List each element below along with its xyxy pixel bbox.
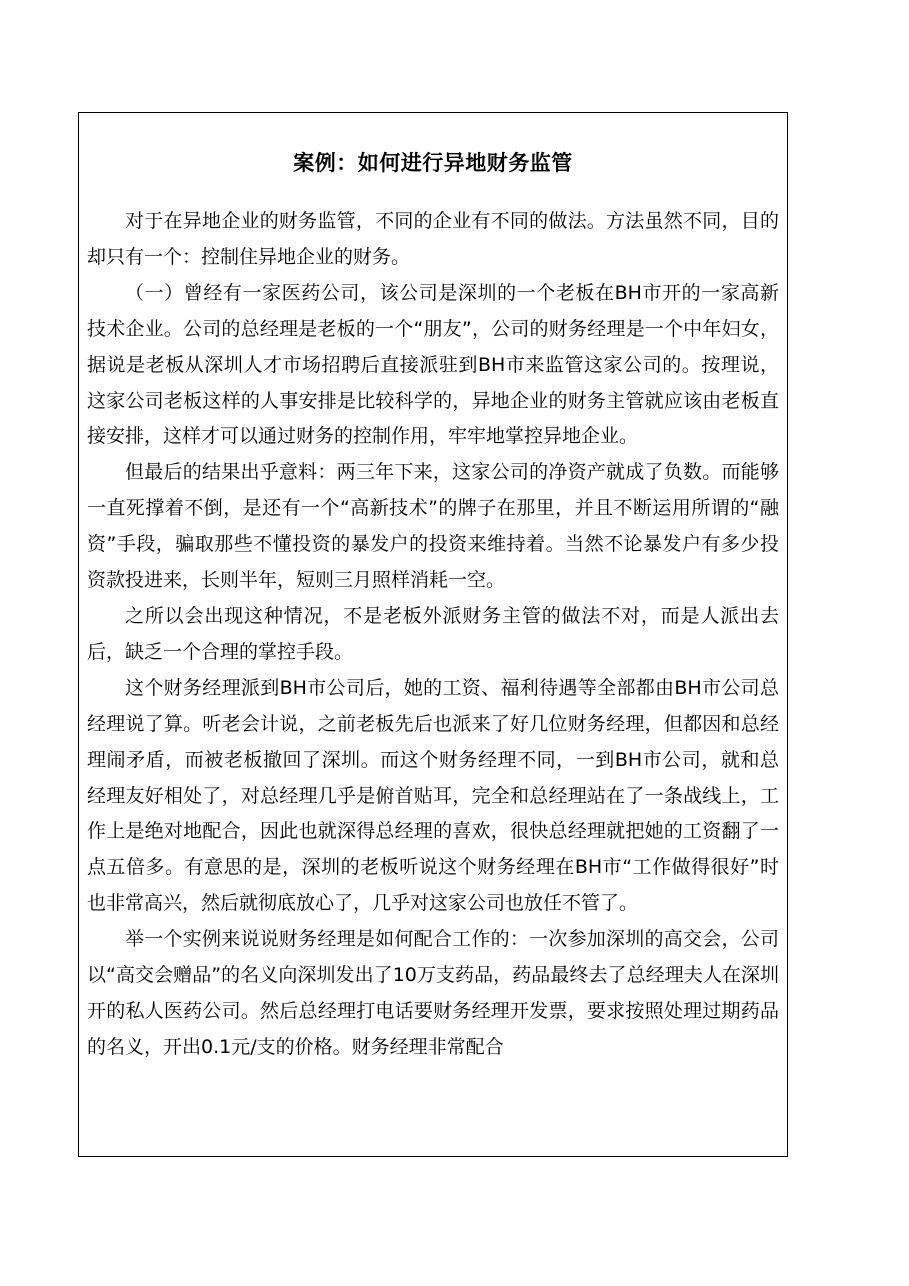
paragraph-intro: 对于在异地企业的财务监管，不同的企业有不同的做法。方法虽然不同，目的却只有一个：控制住异地企业的财务。 [87,210,779,268]
paragraph-manager: 这个财务经理派到BH市公司后，她的工资、福利待遇等全部都由BH市公司总经理说了算。听老会计说，之前老板先后也派来了好几位财务经理，但都因和总经理闹矛盾，而被老板撤回了深圳。而这个财务经理不同，一到BH市公司，就和总经理友好相处了，对总经理几乎是俯首贴耳，完全和总经理站在了一条战线上，工作上是绝对地配合，因此也就深得总经理的喜欢，很快总经理就把她的工资翻了一点五倍多。有意思的是，深圳的老板听说这个财务经理在BH市“工作做得很好”时也非常高兴，然后就彻底放心了，几乎对这家公司也放任不管了。 [87,676,779,915]
document-body [87,204,779,1066]
paragraph-result: 但最后的结果出乎意料：两三年下来，这家公司的净资产就成了负数。而能够一直死撑着不倒，是还有一个“高新技术”的牌子在那里，并且不断运用所谓的“融资”手段，骗取那些不懂投资的暴发户的投资来维持着。当然不论暴发户有多少投资款投进来，长则半年，短则三月照样消耗一空。 [87,461,779,592]
paragraph-case-one: （一）曾经有一家医药公司，该公司是深圳的一个老板在BH市开的一家高新技术企业。公司的总经理是老板的一个“朋友”，公司的财务经理是一个中年妇女，据说是老板从深圳人才市场招聘后直接派驻到BH市来监管这家公司的。按理说，这家公司老板这样的人事安排是比较科学的，异地企业的财务主管就应该由老板直接安排，这样才可以通过财务的控制作用，牢牢地掌控异地企业。 [87,281,779,448]
document-title: 案例：如何进行异地财务监管 [293,151,573,175]
paragraph-example: 举一个实例来说说财务经理是如何配合工作的：一次参加深圳的高交会，公司以“高交会赠品”的名义向深圳发出了10万支药品，药品最终去了总经理夫人在深圳开的私人医药公司。然后总经理打电话要财务经理开发票，要求按照处理过期药品的名义，开出0.1元/支的价格。财务经理非常配合 [87,928,779,1058]
paragraph-reason: 之所以会出现这种情况，不是老板外派财务主管的做法不对，而是人派出去后，缺乏一个合理的掌控手段。 [87,604,779,663]
document-frame [78,112,788,1157]
